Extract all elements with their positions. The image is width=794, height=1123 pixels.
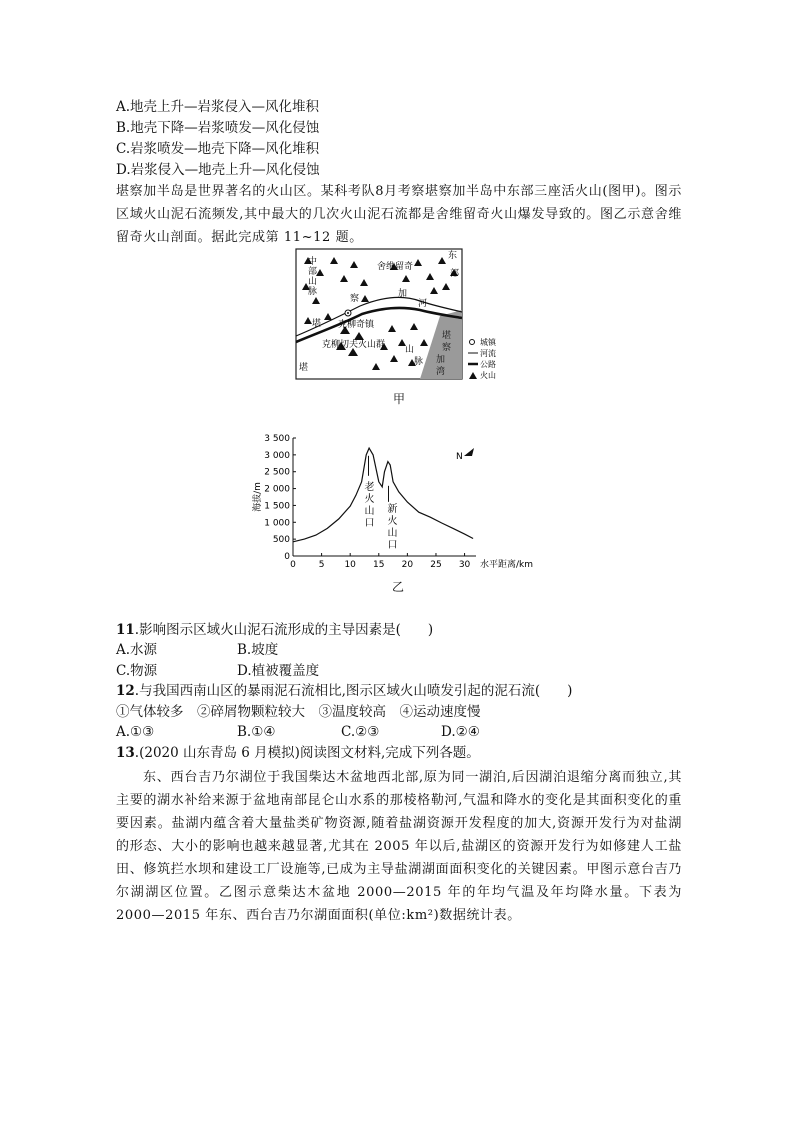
svg-text:东: 东	[448, 251, 458, 261]
svg-text:察: 察	[442, 343, 452, 353]
y-tick-label: 2 000	[264, 484, 290, 495]
q11-stem: 11.影响图示区域火山泥石流形成的主导因素是( )	[116, 622, 434, 638]
y-tick-label: 500	[272, 535, 290, 546]
q11-option-a: A.水源	[116, 642, 158, 658]
map-label-volcano: 舍维留奇	[377, 262, 414, 272]
q12-option-c: C.②③	[341, 724, 380, 740]
svg-text:加: 加	[398, 289, 408, 299]
intro-paragraph: 堪察加半岛是世界著名的火山区。某科考队8月考察堪察加半岛中东部三座活火山(图甲)。图示区域火山泥石流频发,其中最大的几次火山泥石流都是舍维留奇火山爆发导致的。图乙示意舍维留奇火山剖面。据此完成第 11~12 题。	[116, 184, 682, 245]
q12-option-d: D.②④	[441, 724, 480, 740]
y-tick-label: 1 000	[264, 518, 290, 529]
new-crater-label: 山	[387, 527, 398, 539]
y-tick-label: 3 000	[264, 450, 290, 461]
option-b: B.地壳下降—岩浆喷发—风化侵蚀	[116, 120, 320, 136]
old-crater-label: 老	[364, 481, 375, 493]
new-crater-label: 口	[387, 539, 398, 551]
old-crater-label: 口	[364, 517, 375, 529]
map-label-edge: 堪	[299, 363, 309, 373]
option-c: C.岩浆喷发—地壳下降—风化堆积	[116, 141, 320, 157]
old-crater-label: 火	[364, 493, 375, 505]
new-crater-label: 新	[387, 503, 398, 515]
svg-text:公路: 公路	[480, 360, 496, 369]
new-crater-label: 火	[387, 515, 398, 527]
svg-text:中: 中	[308, 257, 318, 267]
svg-text:火山: 火山	[480, 371, 496, 380]
map-legend	[468, 337, 497, 380]
svg-text:堪: 堪	[312, 319, 322, 329]
svg-text:加: 加	[436, 355, 446, 365]
q12-stem: 12.与我国西南山区的暴雨泥石流相比,图示区域火山喷发引起的泥石流( )	[116, 683, 573, 699]
svg-text:河: 河	[418, 299, 428, 309]
x-tick-label: 15	[373, 560, 385, 570]
map-label-volcano-group: 克柳切夫火山群	[322, 340, 386, 350]
x-tick-label: 30	[458, 560, 471, 570]
map-caption: 甲	[393, 392, 406, 406]
q11-option-c: C.物源	[116, 663, 158, 679]
old-crater-label: 山	[364, 505, 375, 517]
x-tick-label: 25	[430, 560, 442, 570]
map-figure	[290, 246, 510, 382]
x-tick-label: 0	[290, 560, 296, 570]
x-tick-label: 5	[318, 560, 325, 570]
q13-stem: 13.(2020 山东青岛 6 月模拟)阅读图文材料,完成下列各题。	[116, 745, 480, 761]
q12-option-a: A.①③	[116, 724, 155, 740]
svg-text:部: 部	[308, 267, 318, 277]
profile-chart	[248, 432, 548, 572]
q12-option-b: B.①④	[237, 724, 276, 740]
north-arrow-icon	[464, 448, 474, 456]
option-a: A.地壳上升—岩浆侵入—风化堆积	[116, 99, 320, 115]
svg-text:察: 察	[350, 294, 360, 304]
x-tick-label: 10	[344, 560, 356, 570]
y-tick-label: 1 500	[264, 501, 290, 512]
svg-text:堪: 堪	[442, 331, 452, 341]
q13-paragraph: 东、西台吉乃尔湖位于我国柴达木盆地西北部,原为同一湖泊,后因湖泊退缩分离而独立,其主要的湖水补给来源于盆地南部昆仑山水系的那棱格勒河,气温和降水的变化是其面积变化的重要因素。盐湖内蕴含着大量盐类矿物资源,随着盐湖资源开发程度的加大,资源开发行为对盐湖的形态、大小的影响也越来越显著,尤其在 2005 年以后,盐湖区的资源开发行为如修建人工盐田、修筑拦水坝和建设工厂设施等,已成为主导盐湖湖面面积变化的关键因素。甲图示意台吉乃尔湖湖区位置。乙图示意柴达木盆地 2000—2015 年的年均气温及年均降水量。下表为 2000—2015 年东、西台吉乃尔湖面面积(单位:km²)数据统计表。	[116, 770, 682, 923]
option-d: D.岩浆侵入—地壳上升—风化侵蚀	[116, 162, 320, 178]
svg-text:湾: 湾	[436, 367, 446, 377]
svg-text:城镇: 城镇	[480, 338, 496, 347]
q11-option-d: D.植被覆盖度	[237, 663, 320, 679]
x-axis-label: 水平距离/km	[480, 560, 534, 570]
y-tick-label: 3 500	[264, 434, 290, 444]
svg-text:脉: 脉	[308, 287, 318, 297]
svg-text:脉: 脉	[414, 357, 424, 367]
profile-line	[293, 448, 473, 542]
north-label: N	[456, 452, 463, 462]
map-label-town: 克柳奇镇	[338, 320, 375, 330]
q12-statements: ①气体较多 ②碎屑物颗粒较大 ③温度较高 ④运动速度慢	[116, 704, 481, 720]
map-label-range-left	[308, 255, 317, 297]
svg-text:山: 山	[405, 345, 415, 355]
svg-text:山: 山	[308, 277, 318, 287]
y-tick-label: 2 500	[264, 467, 290, 478]
svg-text:部: 部	[450, 269, 460, 279]
x-tick-label: 20	[401, 560, 414, 570]
y-tick-label: 0	[284, 552, 290, 562]
svg-text:河流: 河流	[480, 349, 496, 358]
q11-option-b: B.坡度	[237, 642, 279, 658]
chart-caption: 乙	[392, 580, 405, 594]
y-axis-label: 海拔/m	[253, 482, 263, 512]
